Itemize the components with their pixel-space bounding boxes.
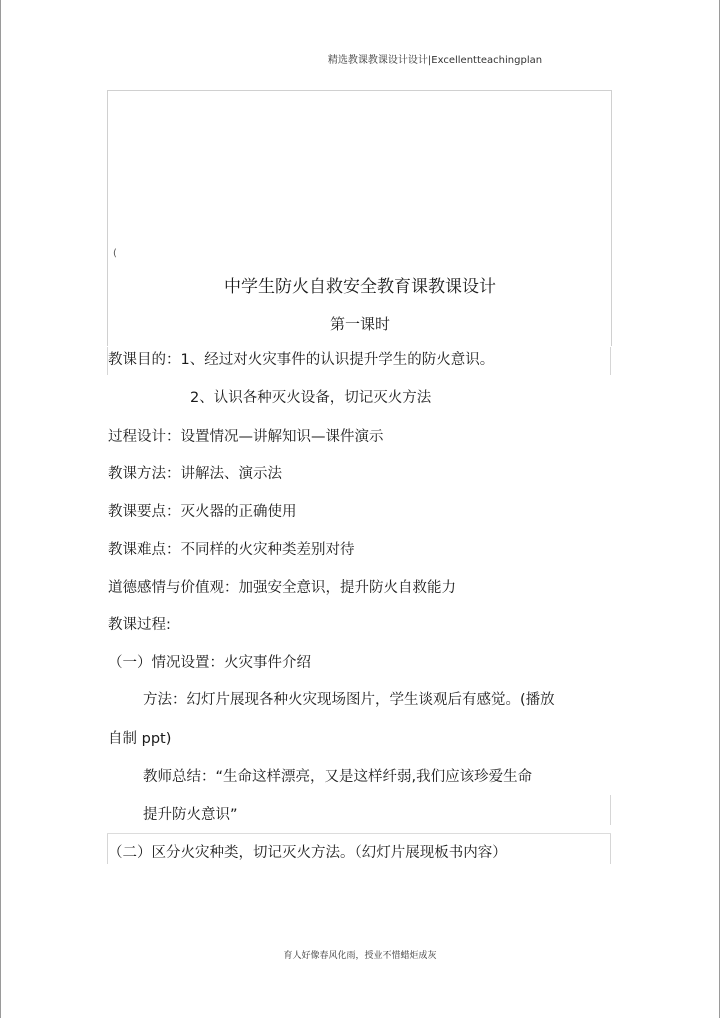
teaching-method-line: 教课方法：讲解法、演示法: [108, 466, 282, 482]
summary-paragraph-line-1: 教师总结：“生命这样漂亮，又是这样纤弱,我们应该珍爱生命: [143, 769, 533, 785]
page-footer: 育人好像春风化雨，授业不惜蜡炬成灰: [283, 951, 437, 961]
stray-mark: (: [113, 248, 117, 259]
objective-line-1: 教课目的：1、经过对火灾事件的认识提升学生的防火意识。: [108, 352, 495, 368]
method-paragraph-line-2: 自制 ppt): [108, 731, 172, 747]
difficulty-line: 教课难点：不同样的火灾种类差别对待: [108, 542, 355, 558]
frame-divider: [610, 834, 611, 864]
process-heading: 教课过程:: [108, 617, 171, 633]
page-edge-left: [0, 0, 1, 1018]
objective-line-2: 2、认识各种灭火设备，切记灭火方法: [190, 390, 432, 406]
document-subtitle: 第一课时: [329, 315, 390, 333]
summary-paragraph-line-2: 提升防火意识”: [143, 807, 238, 823]
section-two-heading: （二）区分火灾种类，切记灭火方法。（幻灯片展现板书内容）: [108, 845, 507, 861]
frame-divider: [107, 833, 611, 834]
process-design-line: 过程设计：设置情况—讲解知识—课件演示: [108, 429, 384, 445]
key-point-line: 教课要点：灭火器的正确使用: [108, 504, 297, 520]
frame-divider: [610, 795, 611, 825]
document-title: 中学生防火自救安全教育课教课设计: [224, 277, 496, 297]
content-frame: [107, 90, 612, 346]
values-line: 道德感情与价值观：加强安全意识，提升防火自救能力: [108, 580, 456, 596]
method-paragraph-line-1: 方法：幻灯片展现各种火灾现场图片，学生谈观后有感觉。(播放: [143, 692, 555, 708]
page-header: 精选教课教课设计设计|Excellentteachingplan: [327, 55, 543, 66]
frame-divider: [610, 347, 611, 375]
section-one-heading: （一）情况设置：火灾事件介绍: [108, 655, 311, 671]
